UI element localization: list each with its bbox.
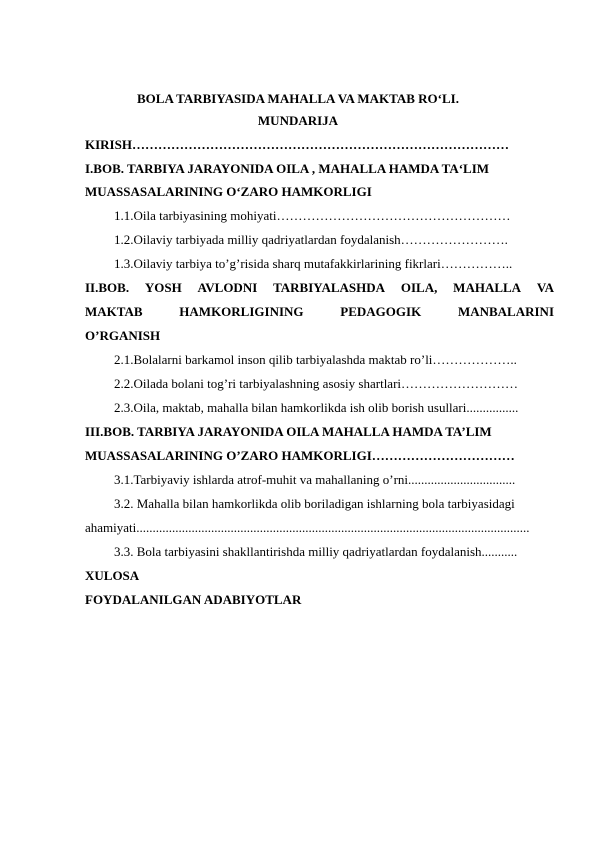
toc-section-3-2-line-2: ahamiyati.........................................................................................................................	[85, 520, 530, 535]
toc-word: MANBALARINI	[457, 304, 554, 319]
toc-section-3-2-line-1: 3.2. Mahalla bilan hamkorlikda olib boriladigan ishlarning bola tarbiyasidagi	[114, 496, 515, 511]
toc-chapter-1-line-2: MUASSASALARINING O‘ZARO HAMKORLIGI	[85, 184, 372, 199]
toc-word: HAMKORLIGINING	[179, 304, 304, 319]
toc-word: VA	[536, 280, 554, 295]
toc-section-1-1: 1.1.Oila tarbiyasining mohiyati………………………………………………	[114, 208, 511, 223]
toc-chapter-2-line-2	[85, 304, 554, 320]
toc-section-3-1: 3.1.Tarbiyaviy ishlarda atrof-muhit va mahallaning o’rni.................................	[114, 472, 516, 487]
toc-entry-xulosa: XULOSA	[85, 568, 140, 583]
toc-word: PEDAGOGIK	[340, 304, 422, 319]
toc-word: YOSH	[144, 280, 182, 295]
toc-word: AVLODNI	[197, 280, 258, 295]
toc-section-1-3: 1.3.Oilaviy tarbiya to’g’risida sharq mutafakkirlarining fikrlari……………..	[114, 256, 513, 271]
toc-section-2-1: 2.1.Bolalarni barkamol inson qilib tarbiyalashda maktab ro’li………………..	[114, 352, 517, 367]
toc-word: OILA,	[400, 280, 438, 295]
toc-word: MAKTAB	[85, 304, 143, 319]
document-title: BOLA TARBIYASIDA MAHALLA VA MAKTAB RO‘LI.	[137, 91, 459, 106]
toc-chapter-3-line-1: III.BOB. TARBIYA JARAYONIDA OILA MAHALLA HAMDA TA’LIM	[85, 424, 492, 439]
toc-word: MAHALLA	[453, 280, 522, 295]
toc-entry-kirish: KIRISH……………………………………………………………………………	[85, 137, 509, 152]
toc-word: II.BOB.	[85, 280, 130, 295]
toc-chapter-2-line-3: O’RGANISH	[85, 328, 161, 343]
toc-chapter-3-line-2: MUASSASALARINING O’ZARO HAMKORLIGI……………………………	[85, 448, 515, 463]
toc-word: TARBIYALASHDA	[273, 280, 386, 295]
toc-section-2-2: 2.2.Oilada bolani tog’ri tarbiyalashning asosiy shartlari………………………	[114, 376, 519, 391]
toc-section-3-3: 3.3. Bola tarbiyasini shakllantirishda milliy qadriyatlardan foydalanish...........	[114, 544, 518, 559]
toc-section-1-2: 1.2.Oilaviy tarbiyada milliy qadriyatlardan foydalanish…………………….	[114, 232, 508, 247]
toc-entry-adabiyotlar: FOYDALANILGAN ADABIYOTLAR	[85, 592, 302, 607]
toc-heading: MUNDARIJA	[257, 113, 339, 128]
toc-chapter-1-line-1: I.BOB. TARBIYA JARAYONIDA OILA , MAHALLA HAMDA TA‘LIM	[85, 161, 490, 176]
toc-chapter-2-line-1	[85, 280, 554, 296]
toc-section-2-3: 2.3.Oila, maktab, mahalla bilan hamkorlikda ish olib borish usullari................	[114, 400, 519, 415]
